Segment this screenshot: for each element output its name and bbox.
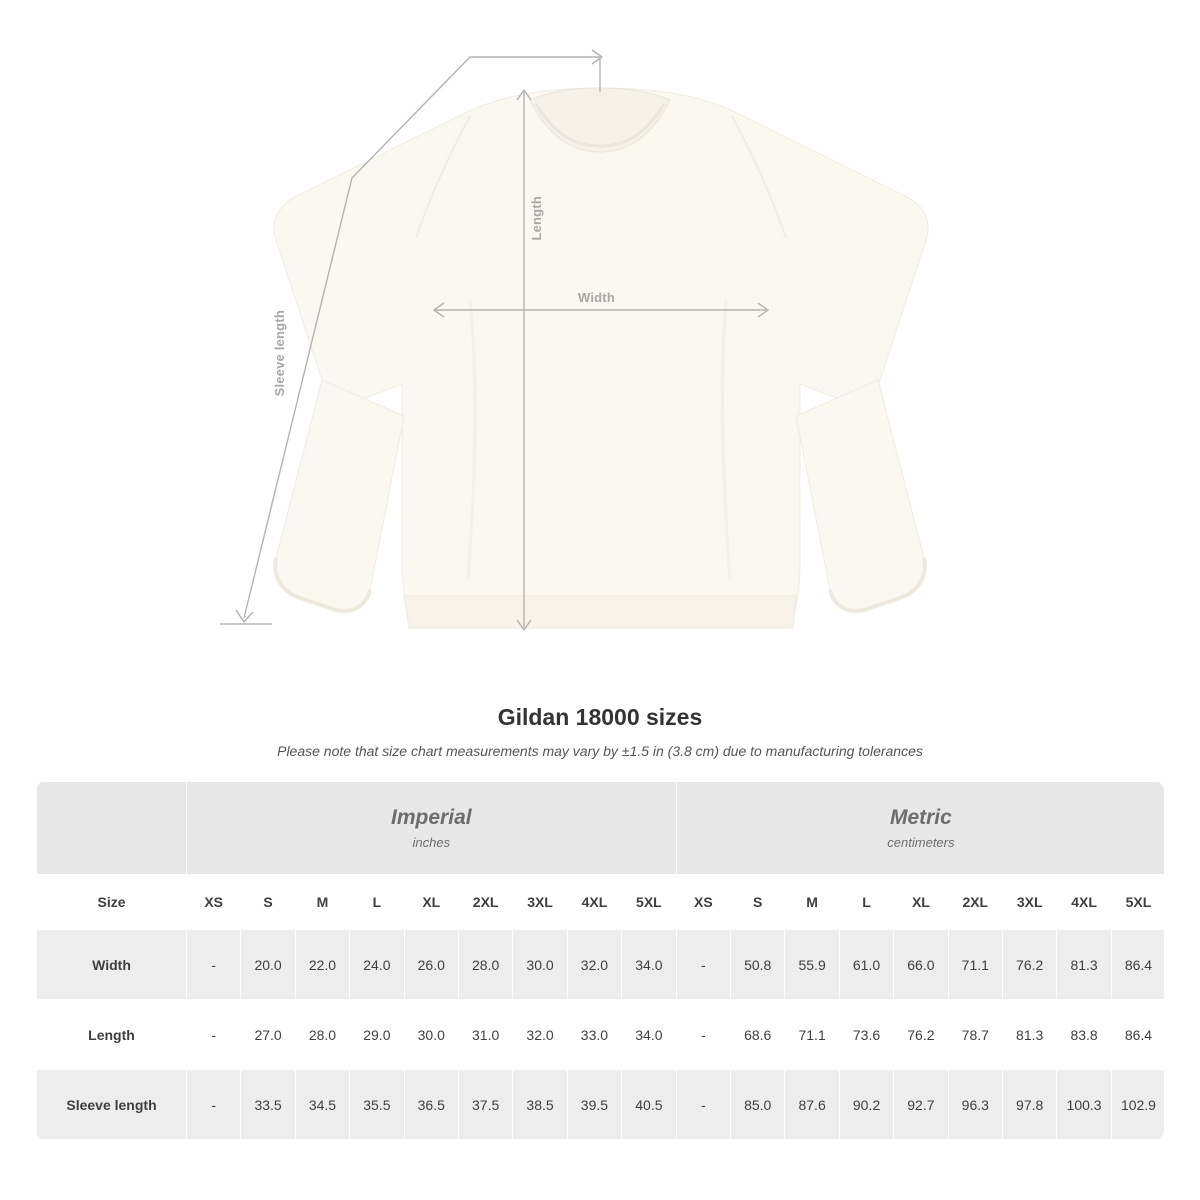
cell-width-imperial-xl: 26.0 [404,930,458,1000]
cell-length-metric-3xl: 81.3 [1002,1000,1056,1070]
row-label-width: Width [37,930,187,1000]
cell-sleeve-metric-m: 87.6 [785,1070,839,1140]
size-table-wrapper [36,781,1164,1140]
cell-width-imperial-3xl: 30.0 [513,930,567,1000]
cell-width-metric-xl: 66.0 [894,930,948,1000]
size-header-metric-4xl: 4XL [1057,875,1111,930]
cell-sleeve-imperial-s: 33.5 [241,1070,295,1140]
size-header-metric-l: L [839,875,893,930]
cell-sleeve-imperial-xl: 36.5 [404,1070,458,1140]
unit-header-spacer [37,782,187,875]
size-header-imperial-4xl: 4XL [567,875,621,930]
cell-width-metric-4xl: 81.3 [1057,930,1111,1000]
cell-width-metric-l: 61.0 [839,930,893,1000]
cell-width-metric-s: 50.8 [731,930,785,1000]
size-header-imperial-xs: XS [187,875,241,930]
cell-sleeve-metric-3xl: 97.8 [1002,1070,1056,1140]
cell-length-metric-4xl: 83.8 [1057,1000,1111,1070]
table-row [37,930,1165,1000]
cell-width-imperial-s: 20.0 [241,930,295,1000]
cell-length-metric-l: 73.6 [839,1000,893,1070]
cell-sleeve-imperial-4xl: 39.5 [567,1070,621,1140]
cell-length-imperial-2xl: 31.0 [458,1000,512,1070]
cell-length-imperial-s: 27.0 [241,1000,295,1070]
cell-width-imperial-m: 22.0 [295,930,349,1000]
size-header-imperial-2xl: 2XL [458,875,512,930]
cell-length-imperial-3xl: 32.0 [513,1000,567,1070]
width-dimension-label: Width [578,290,615,305]
table-row [37,1070,1165,1140]
cell-length-imperial-5xl: 34.0 [622,1000,677,1070]
unit-group-metric-name: Metric [889,805,952,829]
size-header-imperial-l: L [350,875,404,930]
size-header-metric-s: S [731,875,785,930]
cell-length-imperial-m: 28.0 [295,1000,349,1070]
cell-width-metric-3xl: 76.2 [1002,930,1056,1000]
cell-sleeve-imperial-l: 35.5 [350,1070,404,1140]
unit-group-metric-sub: centimeters [887,835,955,851]
cell-width-metric-m: 55.9 [785,930,839,1000]
cell-width-metric-2xl: 71.1 [948,930,1002,1000]
size-header-imperial-xl: XL [404,875,458,930]
unit-group-metric [676,782,1164,875]
size-header-metric-5xl: 5XL [1111,875,1164,930]
title-block [0,704,1200,759]
sleeve-length-dimension-label: Sleeve length [272,310,287,397]
cell-length-imperial-xl: 30.0 [404,1000,458,1070]
cell-length-metric-xs: - [676,1000,730,1070]
cell-sleeve-metric-5xl: 102.9 [1111,1070,1164,1140]
cell-sleeve-metric-s: 85.0 [731,1070,785,1140]
unit-group-imperial-name: Imperial [391,805,472,829]
cell-sleeve-imperial-2xl: 37.5 [458,1070,512,1140]
cell-sleeve-imperial-m: 34.5 [295,1070,349,1140]
sweatshirt-shape [274,88,928,628]
unit-group-imperial [187,782,677,875]
cell-sleeve-imperial-xs: - [187,1070,241,1140]
cell-sleeve-imperial-5xl: 40.5 [622,1070,677,1140]
cell-length-metric-m: 71.1 [785,1000,839,1070]
size-header-metric-xl: XL [894,875,948,930]
unit-header-row [37,782,1165,875]
cell-width-metric-xs: - [676,930,730,1000]
size-header-metric-2xl: 2XL [948,875,1002,930]
size-header-imperial-5xl: 5XL [622,875,677,930]
cell-sleeve-imperial-3xl: 38.5 [513,1070,567,1140]
cell-length-imperial-4xl: 33.0 [567,1000,621,1070]
row-label-sleeve-length: Sleeve length [37,1070,187,1140]
cell-width-imperial-l: 24.0 [350,930,404,1000]
size-header-label: Size [37,875,187,930]
unit-group-imperial-sub: inches [412,835,451,851]
size-header-metric-xs: XS [676,875,730,930]
cell-width-imperial-4xl: 32.0 [567,930,621,1000]
cell-length-metric-2xl: 78.7 [948,1000,1002,1070]
cell-length-imperial-xs: - [187,1000,241,1070]
cell-width-metric-5xl: 86.4 [1111,930,1164,1000]
cell-width-imperial-5xl: 34.0 [622,930,677,1000]
cell-length-metric-s: 68.6 [731,1000,785,1070]
row-label-length: Length [37,1000,187,1070]
cell-width-imperial-xs: - [187,930,241,1000]
size-header-imperial-m: M [295,875,349,930]
table-row [37,1000,1165,1070]
size-header-imperial-3xl: 3XL [513,875,567,930]
tolerance-note: Please note that size chart measurements may vary by ±1.5 in (3.8 cm) due to manufacturing tolerances [277,743,923,759]
size-header-imperial-s: S [241,875,295,930]
page-title: Gildan 18000 sizes [497,704,703,730]
cell-length-metric-5xl: 86.4 [1111,1000,1164,1070]
size-header-row [37,875,1165,930]
cell-length-metric-xl: 76.2 [894,1000,948,1070]
cell-length-imperial-l: 29.0 [350,1000,404,1070]
size-header-metric-m: M [785,875,839,930]
cell-sleeve-metric-l: 90.2 [839,1070,893,1140]
size-chart-table [36,781,1164,1140]
cell-sleeve-metric-2xl: 96.3 [948,1070,1002,1140]
cell-sleeve-metric-xl: 92.7 [894,1070,948,1140]
length-dimension-label: Length [529,196,544,241]
cell-sleeve-metric-4xl: 100.3 [1057,1070,1111,1140]
cell-sleeve-metric-xs: - [676,1070,730,1140]
size-header-metric-3xl: 3XL [1002,875,1056,930]
cell-width-imperial-2xl: 28.0 [458,930,512,1000]
